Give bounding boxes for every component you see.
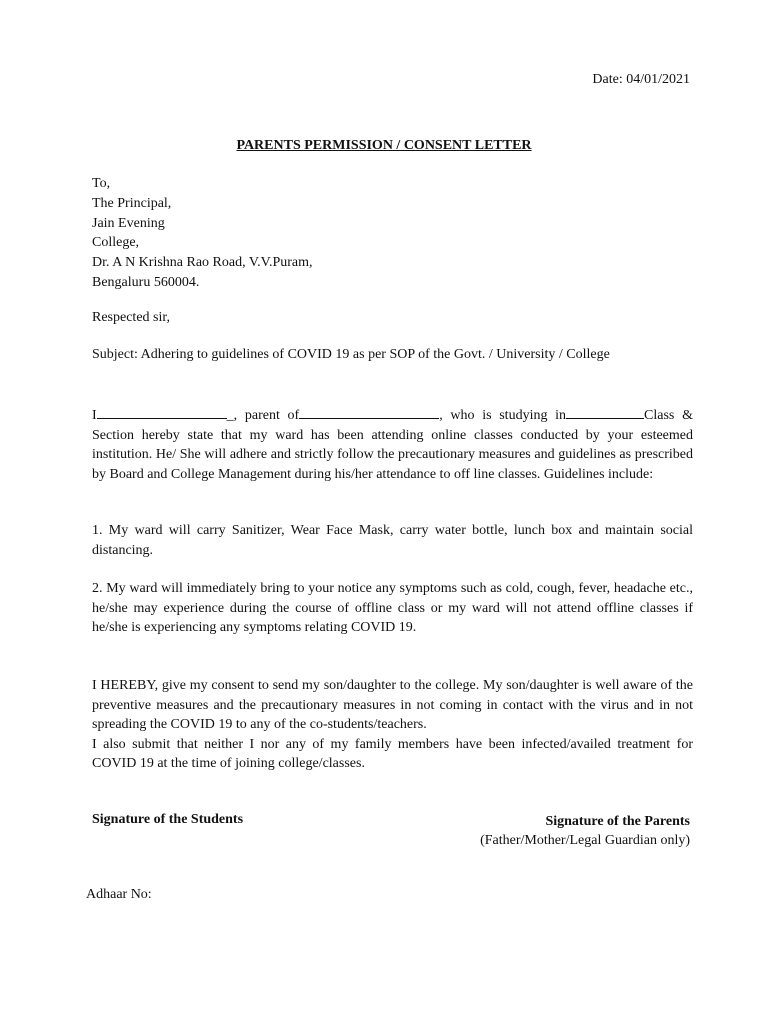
declaration-prefix: I	[92, 408, 97, 423]
address-line: To,	[92, 176, 111, 191]
declaration-after-name: _, parent of	[226, 408, 300, 423]
address-line: College,	[92, 235, 140, 251]
address-line: The Principal,	[92, 195, 172, 211]
parent-signature-block	[480, 812, 690, 850]
declaration-after-parent: , who is studying in	[439, 408, 567, 423]
consent-statement: I HEREBY, give my consent to send my son/daughter to the college. My son/daughter is well aware of the preventive measures and the precautionary measures in not coming in contact with the virus and in not spreading the COVID 19 to any of the co-students/teachers.	[92, 678, 693, 733]
parent-signature-label: Signature of the Parents	[545, 814, 690, 829]
consent-paragraph	[92, 676, 693, 774]
consent-declaration: I also submit that neither I nor any of my family members have been infected/availed treatment for COVID 19 at the time of joining college/classes.	[92, 736, 693, 772]
parent-name-blank[interactable]	[97, 404, 227, 419]
guideline-item: 1. My ward will carry Sanitizer, Wear Face Mask, carry water bottle, lunch box and maintain social distancing.	[92, 523, 693, 558]
adhaar-label: Adhaar No:	[86, 887, 152, 902]
ward-name-blank[interactable]	[299, 404, 439, 419]
student-signature-label: Signature of the Students	[92, 812, 244, 827]
parent-signature-note: (Father/Mother/Legal Guardian only)	[480, 833, 690, 848]
recipient-address	[92, 174, 313, 293]
salutation: Respected sir,	[92, 310, 170, 325]
letter-title: PARENTS PERMISSION / CONSENT LETTER	[236, 138, 532, 153]
address-line: Dr. A N Krishna Rao Road, V.V.Puram,	[92, 255, 313, 271]
address-line: Bengaluru 560004.	[92, 274, 200, 290]
guideline-item: 2. My ward will immediately bring to your notice any symptoms such as cold, cough, fever, headache etc., he/she may experience during the course of offline class or my ward will not attend offline classes if he/she is experiencing any symptoms relating COVID 19.	[92, 581, 693, 636]
declaration-paragraph	[92, 404, 693, 484]
address-line: Jain Evening	[92, 215, 165, 231]
class-blank[interactable]	[566, 404, 644, 419]
declaration-body: Class & Section hereby state that my ward has been attending online classes conducted by your esteemed institution. He/ She will adhere and strictly follow the precautionary measures and guidelines as prescribed by Board and College Management during his/her attendance to off line classes. Guidelines include:	[92, 408, 693, 482]
subject-line: Subject: Adhering to guidelines of COVID 19 as per SOP of the Govt. / University / College	[92, 347, 610, 362]
letter-date: Date: 04/01/2021	[592, 72, 690, 87]
